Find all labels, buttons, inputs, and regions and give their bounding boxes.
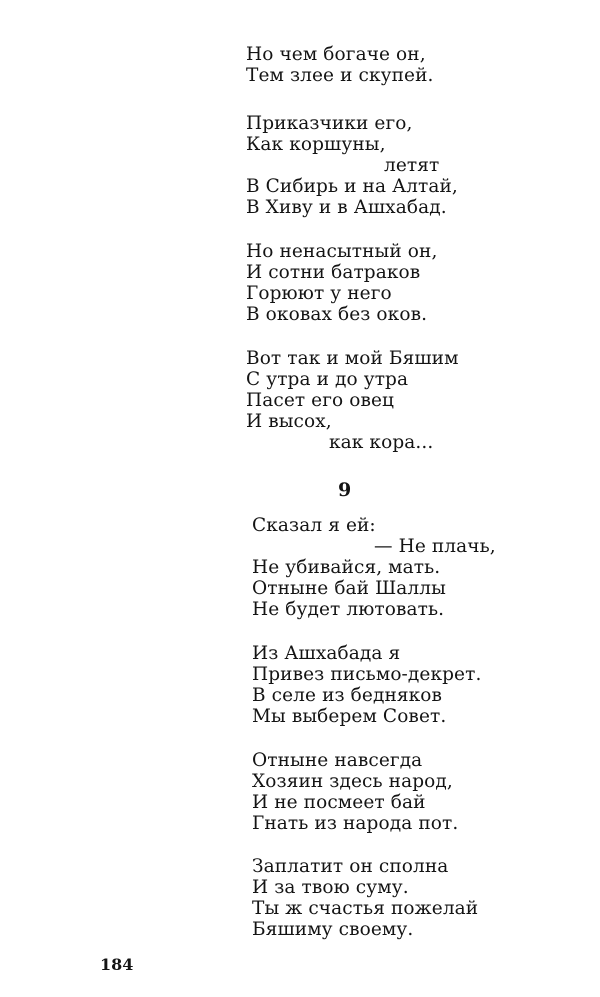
poem-line: Но ненасытный он, xyxy=(246,241,438,262)
poem-line: И сотни батраков xyxy=(246,262,421,283)
poem-line: Не убивайся, мать. xyxy=(252,557,441,578)
poem-line: Пасет его овец xyxy=(246,390,395,411)
section-number: 9 xyxy=(338,479,352,501)
poem-line: Но чем богаче он, xyxy=(246,44,426,65)
poem-line: И не посмеет бай xyxy=(252,792,426,813)
poem-line: Мы выберем Совет. xyxy=(252,706,447,727)
poem-line: Бяшиму своему. xyxy=(252,919,414,940)
poem-line: Тем злее и скупей. xyxy=(246,65,434,86)
poem-line: Отныне навсегда xyxy=(252,750,423,771)
poem-line: В селе из бедняков xyxy=(252,685,443,706)
poem-line: Заплатит он сполна xyxy=(252,856,449,877)
poem-line: Хозяин здесь народ, xyxy=(252,771,453,792)
poem-line: Привез письмо-декрет. xyxy=(252,664,482,685)
poem-line: Из Ашхабада я xyxy=(252,643,401,664)
poem-line: Вот так и мой Бяшим xyxy=(246,348,459,369)
poem-line: Как коршуны, xyxy=(246,134,386,155)
page-number: 184 xyxy=(100,955,134,974)
poem-line: — Не плачь, xyxy=(374,536,496,557)
poem-line: И за твою суму. xyxy=(252,877,409,898)
poem-line: Гнать из народа пот. xyxy=(252,813,459,834)
poem-line: В оковах без оков. xyxy=(246,304,428,325)
poem-line: И высох, xyxy=(246,411,332,432)
poem-line: С утра и до утра xyxy=(246,369,409,390)
poem-line: Не будет лютовать. xyxy=(252,599,445,620)
poem-line: летят xyxy=(384,155,440,176)
poem-line: В Хиву и в Ашхабад. xyxy=(246,197,447,218)
poem-line: В Сибирь и на Алтай, xyxy=(246,176,458,197)
poem-line: Приказчики его, xyxy=(246,113,413,134)
poem-line: как кора... xyxy=(329,432,434,453)
poem-line: Отныне бай Шаллы xyxy=(252,578,446,599)
poem-line: Ты ж счастья пожелай xyxy=(252,898,479,919)
poem-line: Горюют у него xyxy=(246,283,392,304)
poem-line: Сказал я ей: xyxy=(252,515,376,536)
